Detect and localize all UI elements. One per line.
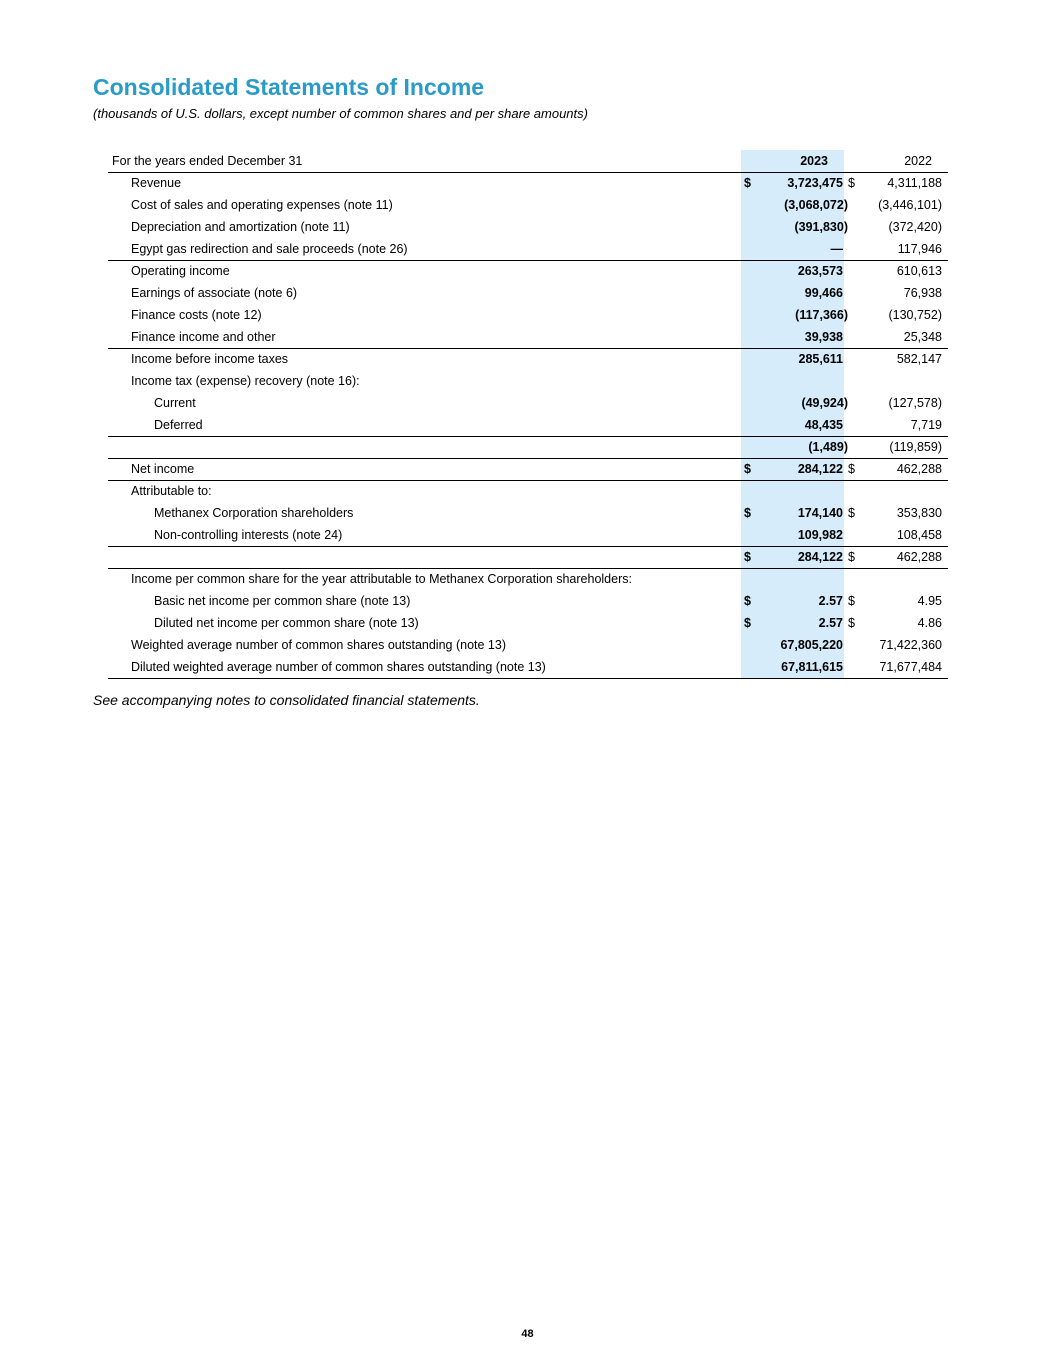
row-label: Deferred [154,418,203,432]
prior-currency: $ [848,550,855,564]
current-value: 2.57 [818,594,843,608]
header-current-year: 2023 [800,154,828,168]
row-label: Diluted weighted average number of common shares outstanding (note 13) [131,660,546,674]
current-value: 284,122 [797,462,843,476]
current-value: 109,982 [797,528,843,542]
prior-value: 117,946 [897,242,942,256]
row-label: Weighted average number of common shares outstanding (note 13) [131,638,506,652]
footnote: See accompanying notes to consolidated financial statements. [93,692,480,708]
prior-value: 76,938 [903,286,942,300]
prior-value: 582,147 [896,352,942,366]
prior-value: 4.86 [917,616,942,630]
row-label: Net income [131,462,195,476]
table-row [108,304,948,326]
current-value: (3,068,072) [784,198,848,212]
current-value: 48,435 [804,418,843,432]
table-row [108,260,948,282]
current-value: 99,466 [804,286,843,300]
current-value: (1,489) [808,440,848,454]
row-label: Methanex Corporation shareholders [154,506,354,520]
table-row [108,348,948,370]
table-row [108,502,948,524]
prior-value: 353,830 [896,506,942,520]
current-value: 263,573 [797,264,843,278]
row-label: Income per common share for the year attributable to Methanex Corporation shareholders: [131,572,632,586]
row-label: Diluted net income per common share (note 13) [154,616,419,630]
current-value: 67,811,615 [781,660,843,674]
table-row [108,612,948,634]
current-currency: $ [744,616,751,630]
table-row [108,216,948,238]
table-row [108,568,948,590]
table-row [108,480,948,502]
prior-value: 25,348 [903,330,942,344]
row-label: Income before income taxes [131,352,289,366]
table-row [108,238,948,261]
row-label: Basic net income per common share (note 13) [154,594,411,608]
table-row [108,436,948,459]
row-label: Non-controlling interests (note 24) [154,528,343,542]
row-label: Attributable to: [131,484,212,498]
current-currency: $ [744,176,751,190]
current-currency: $ [744,594,751,608]
prior-value: (3,446,101) [878,198,942,212]
current-value: (49,924) [801,396,848,410]
page-number: 48 [521,1328,534,1340]
prior-currency: $ [848,176,855,190]
table-row [108,370,948,392]
table-row [108,392,948,414]
table-row [108,458,948,481]
current-value: 284,122 [797,550,843,564]
prior-value: 108,458 [896,528,942,542]
prior-value: 462,288 [896,550,942,564]
prior-currency: $ [848,594,855,608]
prior-value: 71,422,360 [879,638,942,652]
table-row [108,656,948,679]
prior-value: 610,613 [896,264,942,278]
current-currency: $ [744,506,751,520]
prior-currency: $ [848,462,855,476]
current-currency: $ [744,462,751,476]
row-label: Current [154,396,196,410]
prior-value: (119,859) [889,440,942,454]
current-value: 174,140 [797,506,843,520]
prior-value: 7,719 [910,418,942,432]
current-value: 3,723,475 [787,176,843,190]
header-prior-year: 2022 [904,154,932,168]
current-value: 285,611 [798,352,843,366]
row-label: Egypt gas redirection and sale proceeds (note 26) [131,242,408,256]
prior-value: 462,288 [896,462,942,476]
table-row [108,414,948,437]
row-label: Finance income and other [131,330,276,344]
prior-value: (130,752) [888,308,942,322]
row-label: Depreciation and amortization (note 11) [131,220,350,234]
prior-value: (372,420) [888,220,942,234]
current-value: — [830,242,843,256]
prior-currency: $ [848,616,855,630]
prior-currency: $ [848,506,855,520]
row-label: Income tax (expense) recovery (note 16): [131,374,360,388]
table-header [108,150,948,173]
prior-value: 4,311,188 [887,176,942,190]
table-row [108,634,948,656]
prior-value: 71,677,484 [879,660,942,674]
row-label: Cost of sales and operating expenses (note 11) [131,198,393,212]
current-value: (391,830) [794,220,848,234]
table-row [108,172,948,194]
table-row [108,590,948,612]
table-row [108,546,948,569]
row-label: Revenue [131,176,182,190]
header-label: For the years ended December 31 [112,154,303,168]
row-label: Operating income [131,264,230,278]
table-row [108,524,948,547]
table-row [108,326,948,349]
prior-value: (127,578) [888,396,942,410]
current-value: (117,366) [795,308,848,322]
table-row [108,282,948,304]
current-value: 39,938 [804,330,843,344]
current-value: 67,805,220 [780,638,843,652]
current-value: 2.57 [818,616,843,630]
table-row [108,194,948,216]
page-title: Consolidated Statements of Income [93,74,485,100]
row-label: Earnings of associate (note 6) [131,286,298,300]
prior-value: 4.95 [917,594,942,608]
row-label: Finance costs (note 12) [131,308,262,322]
current-currency: $ [744,550,751,564]
page-subtitle: (thousands of U.S. dollars, except number of common shares and per share amounts) [93,106,588,121]
